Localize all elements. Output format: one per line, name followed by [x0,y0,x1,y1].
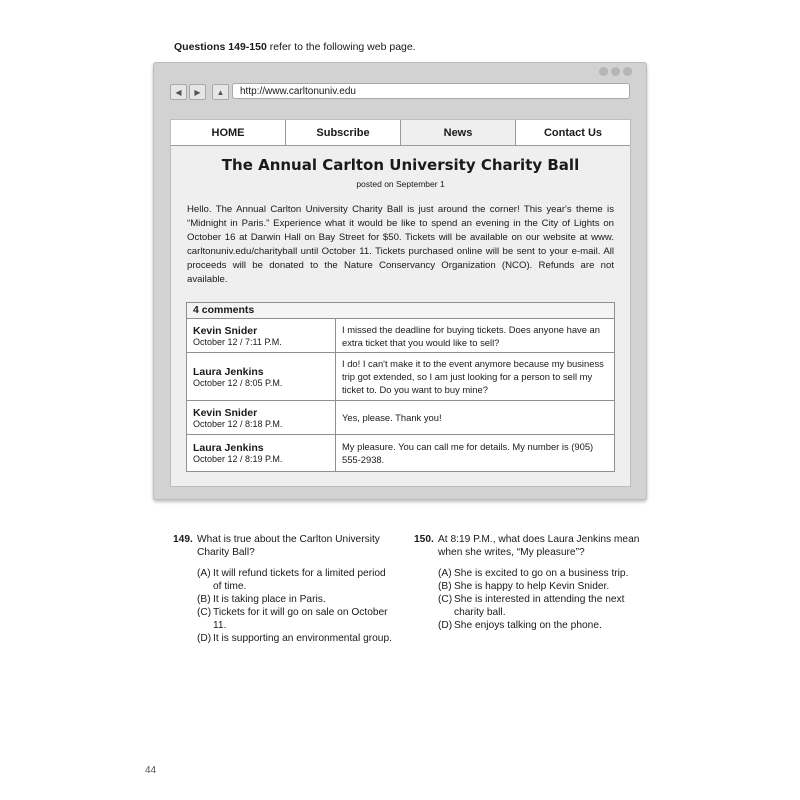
comment-row [187,435,614,471]
answer-options [438,567,646,632]
answer-option[interactable] [197,632,393,645]
page-number: 44 [145,765,157,776]
option-text: She is excited to go on a business trip. [454,568,629,579]
answer-option[interactable] [438,567,646,580]
option-letter: (A) [438,568,452,579]
intro-line [174,41,416,53]
answer-option[interactable] [438,619,646,632]
answer-option[interactable] [197,606,393,632]
question-number: 149. [173,534,193,545]
comment-row [187,401,614,435]
question-text: At 8:19 P.M., what does Laura Jenkins mean when she writes, “My pleasure”? [438,534,640,558]
comment-date: October 12 / 8:05 P.M. [193,377,283,388]
window-controls [599,67,632,76]
option-letter: (B) [438,581,452,592]
intro-bold: Questions 149-150 [174,41,267,53]
comment-name: Laura Jenkins [193,365,264,378]
question-text: What is true about the Carlton University Charity Ball? [197,534,380,558]
option-text: Tickets for it will go on sale on October 11. [213,607,388,631]
answer-options [197,567,393,645]
tab-news[interactable]: News [401,120,516,145]
option-text: It is supporting an environmental group. [213,633,392,644]
window-dot-icon[interactable] [599,67,608,76]
comment-row [187,319,614,353]
comment-author [187,319,336,352]
article-body: Hello. The Annual Carlton University Charity Ball is just around the corner! This year's theme is “Midnight in Paris.” Experience what it would be like to spend an evening in the City of Lights on October 16 at Darwin Hall on Bay Street for $50. Tickets will be available on our website at www. carltonuniv.edu/charityball until October 11. Tickets purchased online will be sent to your e-mail. All proceeds will be donated to the Nature Conservancy Organization (NCO). Refunds are not available. [187,204,614,285]
comment-row [187,353,614,401]
question-number: 150. [414,534,434,545]
question-149 [173,533,393,645]
tab-contact-us[interactable]: Contact Us [543,126,603,139]
article-posted-date: posted on September 1 [356,179,445,189]
web-page [170,119,631,487]
comment-name: Laura Jenkins [193,442,264,454]
option-letter: (A) [197,568,211,579]
comment-text: Yes, please. Thank you! [342,412,442,423]
answer-option[interactable] [197,567,393,593]
option-text: It is taking place in Paris. [213,594,326,605]
browser-window [153,62,647,500]
comment-author [187,353,336,400]
option-text: She is interested in attending the next charity ball. [454,594,625,618]
tab-home[interactable]: HOME [171,120,286,145]
option-letter: (C) [438,594,453,605]
article-title: The Annual Carlton University Charity Ball [221,156,580,174]
option-letter: (D) [197,633,212,644]
comment-name: Kevin Snider [193,406,258,419]
comment-name: Kevin Snider [193,324,258,337]
option-text: It will refund tickets for a limited period of time. [213,568,386,592]
comment-date: October 12 / 8:19 P.M. [193,454,283,464]
option-text: She is happy to help Kevin Snider. [454,581,610,592]
forward-arrow-icon[interactable]: ▶ [189,84,206,100]
option-letter: (C) [197,607,212,618]
comments-table [186,302,615,472]
tab-subscribe[interactable]: Subscribe [286,120,401,145]
address-bar[interactable]: http://www.carltonuniv.edu [232,83,630,99]
nav-tabs [171,120,630,146]
home-icon[interactable]: ▲ [212,84,229,100]
option-letter: (B) [197,594,211,605]
window-dot-icon[interactable] [623,67,632,76]
comment-text: My pleasure. You can call me for details. My number is (905) 555-2938. [342,441,594,465]
option-letter: (D) [438,620,453,631]
comment-text: I missed the deadline for buying tickets. Does anyone have an extra ticket that you would like to sell? [342,323,600,348]
question-150 [414,533,646,632]
nav-buttons [170,84,229,100]
comment-text: I do! I can't make it to the event anymore because my business trip got extended, so I am just looking for a person to sell my ticket to. Do you want to buy mine? [342,358,604,395]
comment-author [187,401,336,434]
window-dot-icon[interactable] [611,67,620,76]
back-arrow-icon[interactable]: ◀ [170,84,187,100]
comments-count: 4 comments [187,303,614,319]
intro-rest: refer to the following web page. [266,41,416,53]
answer-option[interactable] [438,580,646,593]
comment-date: October 12 / 8:18 P.M. [193,418,283,429]
answer-option[interactable] [197,593,393,606]
comment-date: October 12 / 7:11 P.M. [193,336,282,347]
answer-option[interactable] [438,593,646,619]
comment-author [187,435,336,471]
option-text: She enjoys talking on the phone. [454,620,602,631]
